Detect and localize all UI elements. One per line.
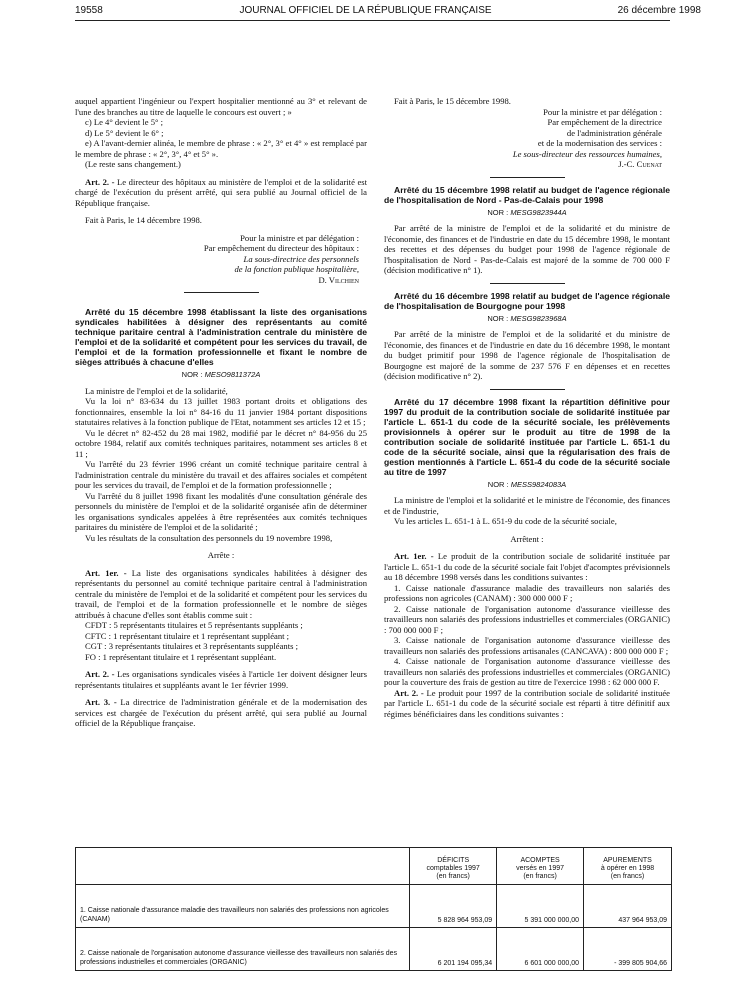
paragraph: Vu l'arrêté du 8 juillet 1998 fixant les modalités d'une consultation générale des personnels du ministère de l'emploi et de la solidarité organisée afin de déterminer les organisations syndicales appelées à être représentées aux comités techniques paritaires du ministère de l'emploi et de la solidarité ; [75, 490, 367, 532]
cell-value: - 399 805 904,66 [584, 928, 672, 971]
list-item: 3. Caisse nationale de l'organisation autonome d'assurance vieillesse des travailleurs non salariés des professions artisanales (CANCAVA) : 800 000 000 F ; [384, 635, 670, 656]
cell-value: 5 828 964 953,09 [410, 885, 497, 928]
paragraph: Par arrêté de la ministre de l'emploi et de la solidarité et du ministre de l'économie, des finances et de l'industrie en date du 16 décembre 1998, le montant du budget primitif pour 1998 de l'agence régionale de l'hospitalisation de Bourgogne est majoré de la somme de 237 576 F en dépenses et en recettes (décision modificative n° 2). [384, 329, 670, 381]
decree-title: Arrêté du 17 décembre 1998 fixant la répartition définitive pour 1997 du produit de la contribution sociale de solidarité instituée par l'article L. 651-1 du code de la sécurité sociale, les prélèvements provisionnels à opérer sur le produit au titre de 1998 de la contribution sociale de solidarité instituée par l'article L. 651-1 du code de la sécurité sociale, ainsi que la régularisation des frais de gestion mentionnés à l'article L. 651-4 du code de la sécurité sociale au titre de 1997 [384, 396, 670, 477]
list-item: FO : 1 représentant titulaire et 1 représentant suppléant. [85, 651, 277, 662]
article-label: Art. 2. - [85, 176, 115, 187]
paragraph: Vu les résultats de la consultation des personnels du 19 novembre 1998, [85, 532, 333, 543]
row-label: 1. Caisse nationale d'assurance maladie des travailleurs non salariés des professions non agricoles (CANAM) [76, 885, 410, 928]
signature-place-date: Fait à Paris, le 14 décembre 1998. [85, 215, 202, 225]
paragraph: d) Le 5° devient le 6° ; [85, 127, 164, 138]
signature-line: Pour la ministre et par délégation : [240, 232, 359, 243]
nor-reference: NOR : MESG9823944A [487, 207, 567, 217]
list-item: CFDT : 5 représentants titulaires et 5 représentants suppléants ; [85, 620, 303, 630]
arretent-heading: Arrêtent : [510, 533, 544, 544]
right-column [384, 96, 670, 719]
nor-reference: NOR : MESG9823968A [487, 313, 567, 323]
signature-line: Par empêchement de la directrice [547, 117, 662, 127]
article: Art. 2. - Le directeur des hôpitaux au ministère de l'emploi et de la solidarité est chargé de l'exécution du présent arrêté, qui sera publié au Journal officiel de la République française. [75, 176, 367, 208]
signature-line: de l'administration générale [566, 127, 662, 138]
header-rule [75, 20, 670, 21]
article-label: Art. 2. - [394, 687, 424, 698]
signature-line: et de la modernisation des services : [537, 138, 662, 148]
article: Art. 1er. - Le produit de la contribution sociale de solidarité instituée par l'article L. 651-1 du code de la sécurité sociale fait l'objet d'acomptes prévisionnels au 18 décembre 1998 versés dans les conditions suivantes : [384, 551, 670, 582]
article-label: Art. 2. - [85, 669, 115, 679]
paragraph: e) A l'avant-dernier alinéa, le membre de phrase : « 2°, 3° et 4° » est remplacé par le membre de phrase : « 2°, 3°, 4° et 5° ». [75, 138, 367, 159]
decree-title: Arrêté du 15 décembre 1998 relatif au budget de l'agence régionale de l'hospitalisation de Nord - Pas-de-Calais pour 1998 [384, 184, 670, 205]
paragraph: Vu les articles L. 651-1 à L. 651-9 du code de la sécurité sociale, [394, 516, 617, 526]
header-cell-blank [76, 848, 410, 885]
row-label: 2. Caisse nationale de l'organisation autonome d'assurance vieillesse des travailleurs non salariés des professions industrielles et commerciales (ORGANIC) [76, 928, 410, 971]
header-cell-apurements: APUREMENTS à opérer en 1998 (en francs) [584, 848, 672, 885]
paragraph: (Le reste sans changement.) [85, 159, 181, 169]
list-item: CGT : 3 représentants titulaires et 3 représentants suppléants ; [85, 641, 298, 651]
paragraph: auquel appartient l'ingénieur ou l'expert hospitalier mentionné au 3° et relevant de l'une des branches au titre de laquelle le concours est ouvert ; » [75, 96, 367, 117]
nor-reference: NOR : MESS9824083A [487, 479, 567, 489]
table-row [76, 885, 672, 928]
header-cell-deficits: DÉFICITS comptables 1997 (en francs) [410, 848, 497, 885]
article: Art. 2. - Le produit pour 1997 de la contribution sociale de solidarité instituée par l'article L. 651-1 du code de la sécurité sociale est réparti à titre définitif aux régimes bénéficiaires dans les conditions suivantes : [384, 687, 671, 719]
article: Art. 2. - Les organisations syndicales visées à l'article 1er doivent désigner leurs représentants titulaires et suppléants avant le 1er février 1999. [75, 669, 367, 690]
paragraph: La ministre de l'emploi et de la solidarité, [85, 385, 228, 396]
separator [490, 389, 565, 390]
journal-title: JOURNAL OFFICIEL DE LA RÉPUBLIQUE FRANÇAISE [239, 5, 492, 16]
paragraph: Vu la loi n° 83-634 du 13 juillet 1983 portant droits et obligations des fonctionnaires, ensemble la loi n° 84-16 du 11 janvier 1984 portant dispositions statutaires relatives à la fonction publique de l'Etat, notamment ses articles 12 et 15 ; [75, 396, 367, 427]
header-cell-acomptes: ACOMPTES versés en 1997 (en francs) [497, 848, 584, 885]
signature-place-date: Fait à Paris, le 15 décembre 1998. [394, 96, 511, 106]
article-label: Art. 3. - [85, 697, 117, 707]
cell-value: 6 201 194 095,34 [410, 928, 497, 971]
signature-line: Le sous-directeur des ressources humaines, [512, 148, 662, 159]
page-number: 19558 [75, 5, 103, 16]
table-header-row [76, 848, 672, 885]
list-item: 1. Caisse nationale d'assurance maladie des travailleurs non salariés des professions non agricoles (CANAM) : 300 000 000 F ; [384, 582, 670, 603]
decree-title: Arrêté du 15 décembre 1998 établissant la liste des organisations syndicales habilitées à désigner des représentants au comité technique paritaire central à l'administration centrale du ministère de l'emploi et de la solidarité et compétent pour les services du travail, de l'emploi et de la formation professionnelle et fixant le nombre de sièges attribués à chacune d'elles [75, 307, 367, 367]
paragraph: Vu l'arrêté du 23 février 1996 créant un comité technique paritaire central à l'administration centrale du ministère du travail et des affaires sociales et compétent pour les services du travail, de l'emploi et de la formation professionnelle ; [75, 459, 367, 490]
separator [184, 292, 259, 293]
signature-line: Par empêchement du directeur des hôpitaux : [203, 243, 359, 253]
article: Art. 1er. - La liste des organisations syndicales habilitées à désigner des représentants du personnel au comité technique paritaire central à l'administration centrale du ministère de l'emploi et de la solidarité et compétent pour les services du travail, de l'emploi et de la formation professionnelle et le nombre de sièges attribués à chacune d'elles sont établis comme suit : [75, 567, 367, 620]
separator [490, 177, 565, 178]
paragraph: La ministre de l'emploi et la solidarité et le ministre de l'économie, des finances et de l'industrie, [384, 495, 670, 516]
signature-line: Pour la ministre et par délégation : [543, 106, 662, 117]
page-header [0, 0, 731, 22]
left-column [75, 96, 367, 729]
signature-line: de la fonction publique hospitalière, [234, 264, 359, 274]
article-label: Art. 1er. - [85, 567, 127, 578]
signatory-name: D. Vilchien [318, 274, 359, 285]
separator [490, 283, 565, 284]
paragraph: Par arrêté de la ministre de l'emploi et de la solidarité et du ministre de l'économie, des finances et de l'industrie en date du 15 décembre 1998, le montant des recettes et des dépenses du budget pour 1998 de l'agence régionale de l'hospitalisation de Nord - Pas-de-Calais est majoré de la somme de 700 000 F (décision modificative n° 1). [384, 223, 670, 275]
paragraph: c) Le 4° devient le 5° ; [85, 117, 163, 127]
cell-value: 437 964 953,09 [584, 885, 672, 928]
article-label: Art. 1er. - [394, 551, 434, 561]
article: Art. 3. - La directrice de l'administration générale et de la modernisation des services est chargée de l'exécution du présent arrêté, qui sera publié au Journal officiel de la République française. [75, 697, 367, 728]
signatory-name: J.-C. Cuenat [618, 159, 662, 169]
list-item: CFTC : 1 représentant titulaire et 1 représentant suppléant ; [85, 630, 290, 641]
decree-title: Arrêté du 16 décembre 1998 relatif au budget de l'agence régionale de l'hospitalisation de Bourgogne pour 1998 [384, 290, 670, 311]
distribution-table [75, 847, 672, 971]
paragraph: Vu le décret n° 82-452 du 28 mai 1982, modifié par le décret n° 84-956 du 25 octobre 1984, relatif aux comités techniques paritaires, notamment ses articles 8 et 11 ; [75, 427, 367, 459]
list-item: 2. Caisse nationale de l'organisation autonome d'assurance vieillesse des travailleurs non salariés des professions industrielles et commerciales (ORGANIC) : 700 000 000 F ; [384, 603, 670, 635]
signature-line: La sous-directrice des personnels [243, 253, 359, 264]
issue-date: 26 décembre 1998 [617, 5, 701, 16]
nor-reference: NOR : MESO9811372A [181, 370, 261, 379]
arrete-heading: Arrête : [207, 550, 235, 560]
table-row [76, 928, 672, 971]
list-item: 4. Caisse nationale de l'organisation autonome d'assurance vieillesse des travailleurs non salariés des professions industrielles et commerciales (ORGANIC) pour la couverture des frais de gestion au titre de l'exercice 1998 : 62 000 000 F. [384, 656, 670, 687]
cell-value: 5 391 000 000,00 [497, 885, 584, 928]
cell-value: 6 601 000 000,00 [497, 928, 584, 971]
